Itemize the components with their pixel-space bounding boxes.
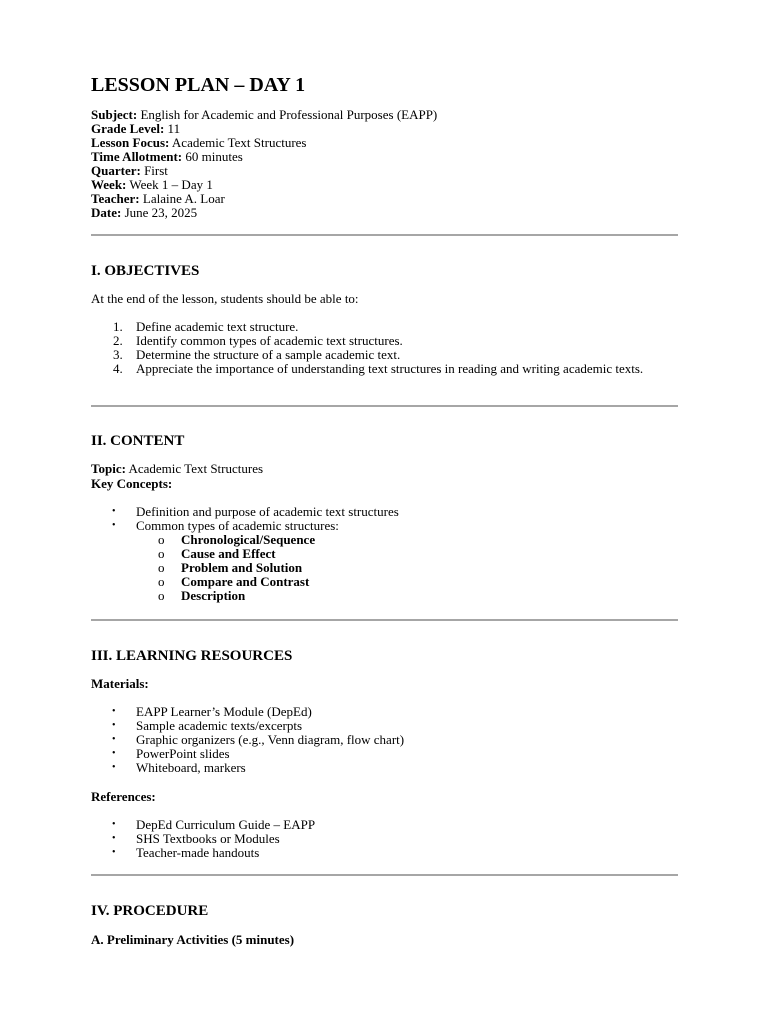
meta-grade-level bbox=[91, 122, 437, 136]
list-item bbox=[91, 747, 651, 761]
item-text: Graphic organizers (e.g., Venn diagram, flow chart) bbox=[136, 732, 405, 747]
procedure-heading: IV. PROCEDURE bbox=[91, 903, 209, 919]
page-title: LESSON PLAN – DAY 1 bbox=[91, 74, 306, 96]
list-item bbox=[91, 320, 651, 334]
item-text: Cause and Effect bbox=[181, 546, 276, 561]
item-text: Definition and purpose of academic text structures bbox=[136, 504, 399, 519]
item-text: Chronological/Sequence bbox=[181, 532, 316, 547]
bullet-icon: • bbox=[112, 720, 116, 731]
content-heading: II. CONTENT bbox=[91, 433, 185, 449]
list-item bbox=[136, 589, 651, 603]
item-number: 1. bbox=[113, 319, 123, 334]
references-list bbox=[91, 818, 651, 860]
section-divider bbox=[91, 405, 678, 407]
meta-label: Subject: bbox=[91, 107, 138, 122]
meta-quarter bbox=[91, 164, 437, 178]
bullet-icon: • bbox=[112, 819, 116, 830]
meta-teacher bbox=[91, 192, 437, 206]
list-item bbox=[91, 705, 651, 719]
meta-value: First bbox=[140, 163, 168, 178]
list-item bbox=[91, 832, 651, 846]
bullet-icon: • bbox=[112, 734, 116, 745]
list-item bbox=[91, 519, 651, 603]
meta-label: Time Allotment: bbox=[91, 149, 183, 164]
sub-bullet-icon: o bbox=[158, 588, 165, 603]
bullet-icon: • bbox=[112, 847, 116, 858]
sub-bullet-icon: o bbox=[158, 532, 165, 547]
item-text: Description bbox=[181, 588, 246, 603]
list-item bbox=[136, 533, 651, 547]
item-text: Whiteboard, markers bbox=[136, 760, 246, 775]
sub-bullet-icon: o bbox=[158, 560, 165, 575]
meta-value: Lalaine A. Loar bbox=[139, 191, 225, 206]
meta-value: English for Academic and Professional Purposes (EAPP) bbox=[137, 107, 438, 122]
list-item bbox=[91, 761, 651, 775]
references-label: References: bbox=[91, 789, 156, 804]
sub-bullet-icon: o bbox=[158, 546, 165, 561]
meta-value: 11 bbox=[164, 121, 181, 136]
item-text: Teacher-made handouts bbox=[136, 845, 260, 860]
item-text: SHS Textbooks or Modules bbox=[136, 831, 280, 846]
item-number: 3. bbox=[113, 347, 123, 362]
topic-label: Topic: bbox=[91, 461, 126, 476]
structure-types-list bbox=[136, 533, 651, 603]
objectives-intro: At the end of the lesson, students should be able to: bbox=[91, 291, 359, 306]
resources-heading: III. LEARNING RESOURCES bbox=[91, 648, 293, 664]
bullet-icon: • bbox=[112, 833, 116, 844]
list-item bbox=[136, 547, 651, 561]
list-item bbox=[91, 334, 651, 348]
materials-list bbox=[91, 705, 651, 775]
meta-value: June 23, 2025 bbox=[121, 205, 198, 220]
meta-value: Week 1 – Day 1 bbox=[126, 177, 213, 192]
item-text: Compare and Contrast bbox=[181, 574, 310, 589]
section-divider bbox=[91, 234, 678, 236]
item-text: Identify common types of academic text structures. bbox=[136, 333, 403, 348]
key-concepts-label: Key Concepts: bbox=[91, 476, 173, 491]
sub-bullet-icon: o bbox=[158, 574, 165, 589]
meta-label: Quarter: bbox=[91, 163, 141, 178]
list-item bbox=[91, 846, 651, 860]
topic-value: Academic Text Structures bbox=[125, 461, 264, 476]
meta-subject bbox=[91, 108, 437, 122]
bullet-icon: • bbox=[112, 520, 116, 531]
list-item bbox=[91, 733, 651, 747]
bullet-icon: • bbox=[112, 762, 116, 773]
topic-line bbox=[91, 462, 263, 476]
item-text: Sample academic texts/excerpts bbox=[136, 718, 303, 733]
bullet-icon: • bbox=[112, 748, 116, 759]
list-item bbox=[91, 818, 651, 832]
section-divider bbox=[91, 619, 678, 621]
item-text: Define academic text structure. bbox=[136, 319, 299, 334]
item-text: Appreciate the importance of understanding text structures in reading and writing academic texts. bbox=[136, 361, 644, 376]
meta-lesson-focus bbox=[91, 136, 437, 150]
section-divider bbox=[91, 874, 678, 876]
meta-label: Week: bbox=[91, 177, 127, 192]
item-number: 4. bbox=[113, 361, 123, 376]
item-number: 2. bbox=[113, 333, 123, 348]
meta-label: Grade Level: bbox=[91, 121, 165, 136]
item-text: PowerPoint slides bbox=[136, 746, 230, 761]
item-text: Determine the structure of a sample academic text. bbox=[136, 347, 401, 362]
procedure-subheading: A. Preliminary Activities (5 minutes) bbox=[91, 932, 295, 947]
objectives-list bbox=[91, 320, 651, 376]
meta-value: 60 minutes bbox=[182, 149, 243, 164]
item-text: EAPP Learner’s Module (DepEd) bbox=[136, 704, 312, 719]
bullet-icon: • bbox=[112, 706, 116, 717]
objectives-heading: I. OBJECTIVES bbox=[91, 263, 200, 279]
lesson-meta bbox=[91, 108, 437, 220]
meta-time-allotment bbox=[91, 150, 437, 164]
meta-value: Academic Text Structures bbox=[169, 135, 307, 150]
list-item bbox=[91, 719, 651, 733]
meta-label: Date: bbox=[91, 205, 122, 220]
list-item bbox=[136, 575, 651, 589]
key-concepts-list bbox=[91, 505, 651, 603]
meta-label: Lesson Focus: bbox=[91, 135, 170, 150]
meta-date bbox=[91, 206, 437, 220]
list-item bbox=[91, 505, 651, 519]
item-text: DepEd Curriculum Guide – EAPP bbox=[136, 817, 316, 832]
item-text: Common types of academic structures: bbox=[136, 518, 339, 533]
bullet-icon: • bbox=[112, 506, 116, 517]
meta-label: Teacher: bbox=[91, 191, 140, 206]
materials-label: Materials: bbox=[91, 676, 149, 691]
meta-week bbox=[91, 178, 437, 192]
item-text: Problem and Solution bbox=[181, 560, 303, 575]
list-item bbox=[91, 362, 651, 376]
list-item bbox=[91, 348, 651, 362]
list-item bbox=[136, 561, 651, 575]
